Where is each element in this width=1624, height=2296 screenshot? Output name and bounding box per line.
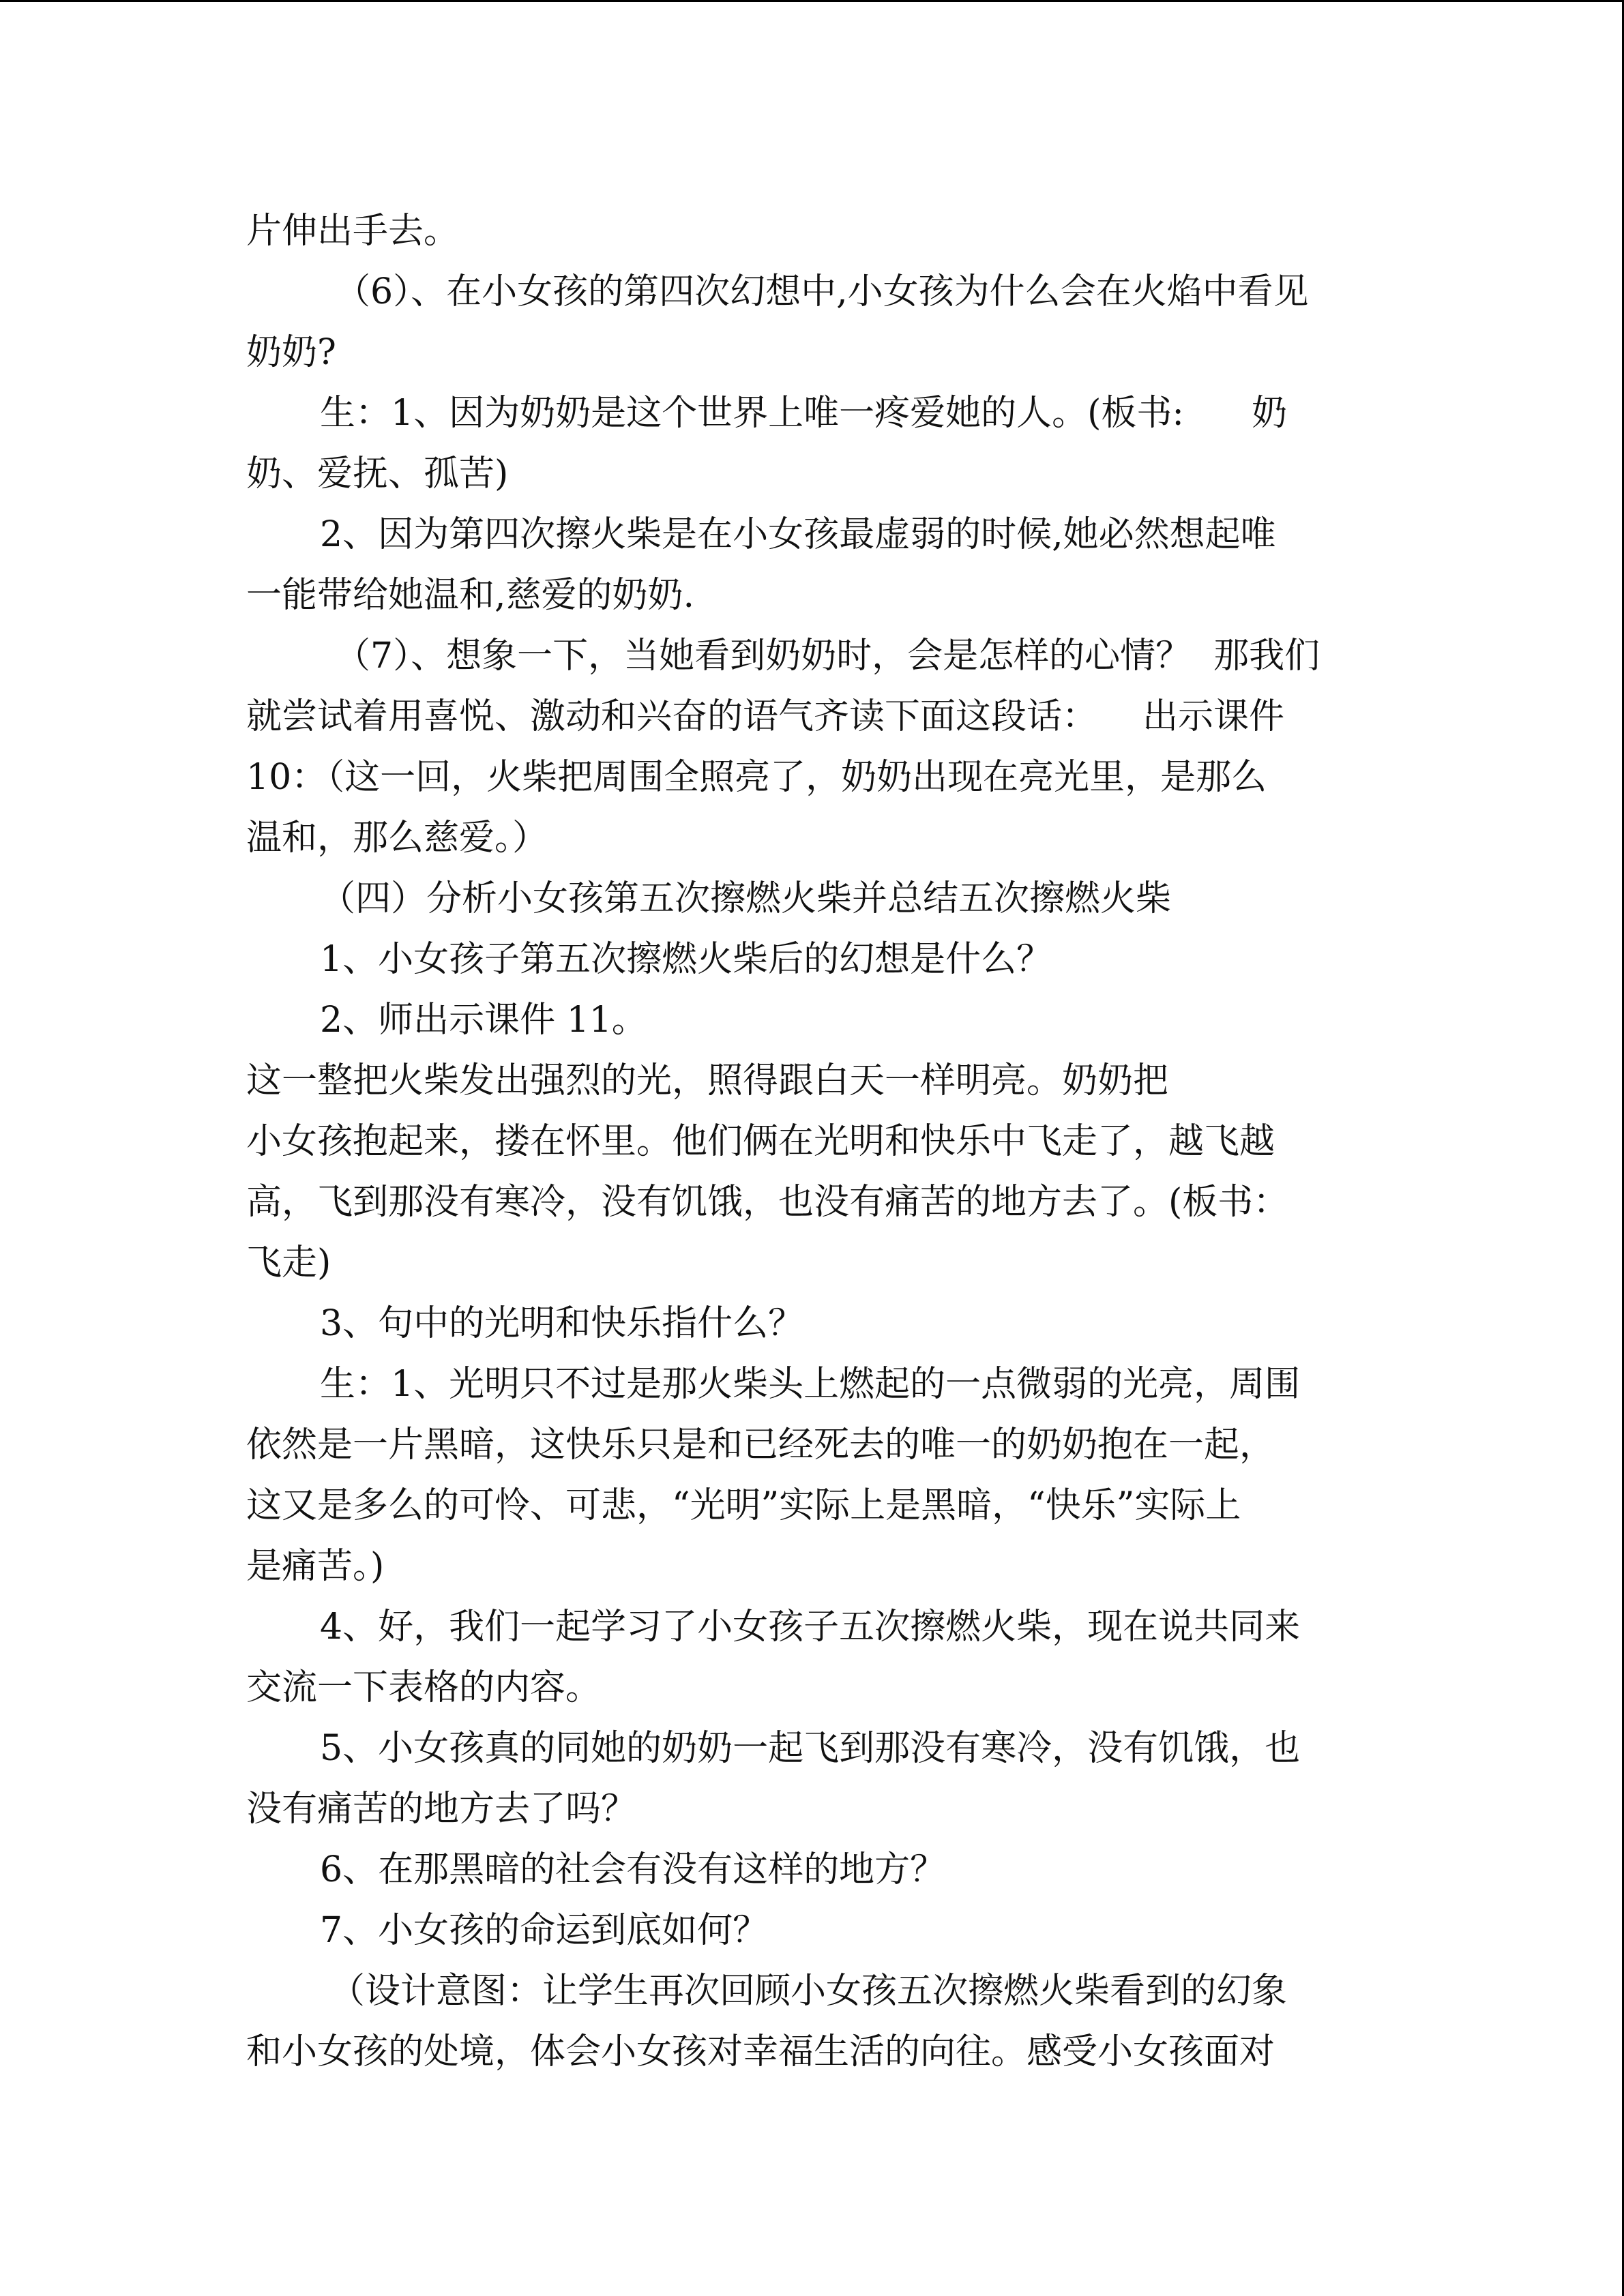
text-line: 生：1、因为奶奶是这个世界上唯一疼爱她的人。(板书: 奶 [320, 393, 1288, 434]
text-line: 奶奶? [246, 332, 336, 373]
text-line: 这一整把火柴发出强烈的光，照得跟白天一样明亮。奶奶把 [246, 1060, 1169, 1101]
text-line: 温和，那么慈爱。） [246, 818, 548, 859]
text-line: 片伸出手去。 [246, 211, 460, 252]
text-line: （6）、在小女孩的第四次幻想中,小女孩为什么会在火焰中看见 [335, 271, 1309, 312]
text-line: 5、小女孩真的同她的奶奶一起飞到那没有寒冷，没有饥饿，也 [320, 1728, 1301, 1769]
text-line: 1、小女孩子第五次擦燃火柴后的幻想是什么？ [320, 939, 1052, 980]
text-line: （设计意图：让学生再次回顾小女孩五次擦燃火柴看到的幻象 [329, 1971, 1288, 2012]
text-line: 高，飞到那没有寒冷，没有饥饿，也没有痛苦的地方去了。(板书： [246, 1182, 1289, 1223]
text-line: 3、句中的光明和快乐指什么？ [320, 1303, 804, 1344]
text-line: 依然是一片黑暗，这快乐只是和已经死去的唯一的奶奶抱在一起， [246, 1425, 1275, 1465]
text-line: 10：（这一回，火柴把周围全照亮了，奶奶出现在亮光里，是那么 [246, 757, 1267, 798]
text-line: 飞走) [246, 1242, 331, 1283]
text-line: 2、因为第四次擦火柴是在小女孩最虚弱的时候,她必然想起唯 [320, 514, 1276, 555]
text-line: （四）分析小女孩第五次擦燃火柴并总结五次擦燃火柴 [320, 878, 1172, 919]
text-line: 一能带给她温和,慈爱的奶奶. [246, 575, 695, 616]
text-line: 7、小女孩的命运到底如何？ [320, 1910, 769, 1951]
text-line: 这又是多么的可怜、可悲，“光明”实际上是黑暗，“快乐”实际上 [246, 1485, 1241, 1526]
text-line: 没有痛苦的地方去了吗？ [246, 1789, 637, 1830]
text-line: 生：1、光明只不过是那火柴头上燃起的一点微弱的光亮，周围 [320, 1364, 1301, 1405]
text-line: （7）、想象一下，当她看到奶奶时，会是怎样的心情？ 那我们 [335, 636, 1320, 676]
document-body [246, 201, 1378, 2083]
text-line: 和小女孩的处境，体会小女孩对幸福生活的向往。感受小女孩面对 [246, 2031, 1275, 2072]
text-line: 6、在那黑暗的社会有没有这样的地方？ [320, 1849, 946, 1890]
text-line: 2、师出示课件 11。 [320, 1000, 647, 1041]
text-line: 就尝试着用喜悦、激动和兴奋的语气齐读下面这段话： 出示课件 [246, 696, 1285, 737]
text-line: 小女孩抱起来，搂在怀里。他们俩在光明和快乐中飞走了，越飞越 [246, 1121, 1275, 1162]
text-line: 4、好，我们一起学习了小女孩子五次擦燃火柴，现在说共同来 [320, 1607, 1301, 1648]
text-line: 交流一下表格的内容。 [246, 1667, 602, 1708]
text-line: 奶、爱抚、孤苦) [246, 453, 509, 494]
text-line: 是痛苦。) [246, 1546, 385, 1587]
